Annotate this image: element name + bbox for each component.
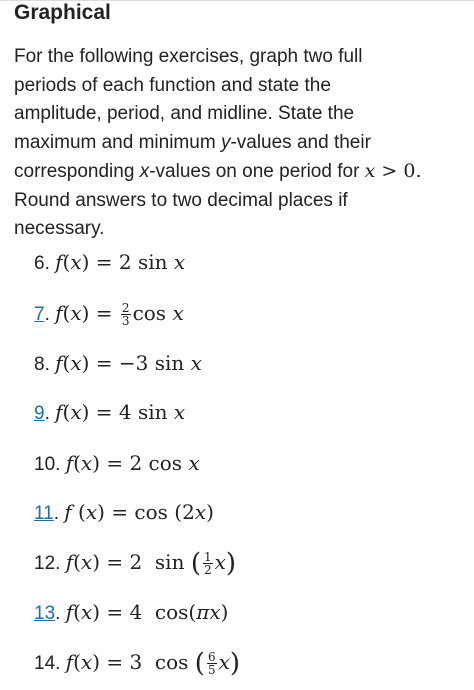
intro-line: periods of each function and state the: [14, 74, 331, 96]
condition-variable: x: [364, 160, 376, 182]
exercise-formula: f(x) = 2 sin ( $\frac{1}{2}$ x): [65, 548, 237, 579]
x-variable: x: [139, 161, 150, 182]
intro-line: For the following exercises, graph two full: [14, 46, 363, 67]
exercise-7: 7. f(x) = $\frac{2}{3}$ cos x: [34, 301, 184, 328]
exercise-formula: f(x) = −3 sin x: [55, 351, 202, 375]
exercise-14: 14. f(x) = 3 cos ( $\frac{6}{5}$ x): [34, 648, 241, 679]
exercise-formula: f(x) = $\frac{2}{3}$ cos x: [55, 301, 184, 328]
exercise-number: 6: [34, 253, 45, 274]
exercise-number-link[interactable]: 9: [34, 403, 45, 424]
y-variable: y: [220, 131, 231, 153]
intro-line: corresponding x-values on one period for x > 0.: [14, 160, 422, 182]
intro-line: necessary.: [14, 218, 105, 239]
instructions-paragraph: [14, 43, 464, 244]
exercise-formula: f (x) = cos (2x): [64, 500, 214, 524]
exercise-number-link[interactable]: 7: [34, 304, 45, 325]
exercise-formula: f(x) = 2 cos x: [65, 451, 200, 475]
exercise-number-link[interactable]: 11: [34, 503, 54, 524]
condition-rest: > 0.: [375, 160, 422, 182]
exercise-13: 13. f(x) = 4 cos(πx): [34, 600, 229, 624]
exercise-11: 11. f (x) = cos (2x): [34, 500, 214, 524]
exercise-formula: f(x) = 4 cos(πx): [65, 600, 229, 624]
exercise-6: 6. f(x) = 2 sin x: [34, 250, 186, 274]
exercise-number-link[interactable]: 13: [34, 603, 56, 624]
exercise-number: 12: [34, 553, 56, 574]
intro-line: amplitude, period, and midline. State the: [14, 103, 355, 124]
intro-line: maximum and minimum y-values and their: [14, 131, 371, 153]
exercise-formula: f(x) = 3 cos ( $\frac{6}{5}$ x): [65, 648, 241, 679]
exercise-number: 8: [34, 354, 45, 375]
exercise-10: 10. f(x) = 2 cos x: [34, 451, 200, 475]
exercise-9: 9. f(x) = 4 sin x: [34, 400, 186, 424]
exercise-formula: f(x) = 2 sin x: [55, 250, 186, 274]
intro-line: Round answers to two decimal places if: [14, 189, 348, 211]
exercise-8: 8. f(x) = −3 sin x: [34, 351, 202, 375]
exercise-formula: f(x) = 4 sin x: [55, 400, 186, 424]
exercise-12: 12. f(x) = 2 sin ( $\frac{1}{2}$ x): [34, 548, 237, 579]
section-title: Graphical: [14, 1, 111, 24]
exercise-number: 10: [34, 454, 56, 475]
exercise-number: 14: [34, 653, 56, 674]
